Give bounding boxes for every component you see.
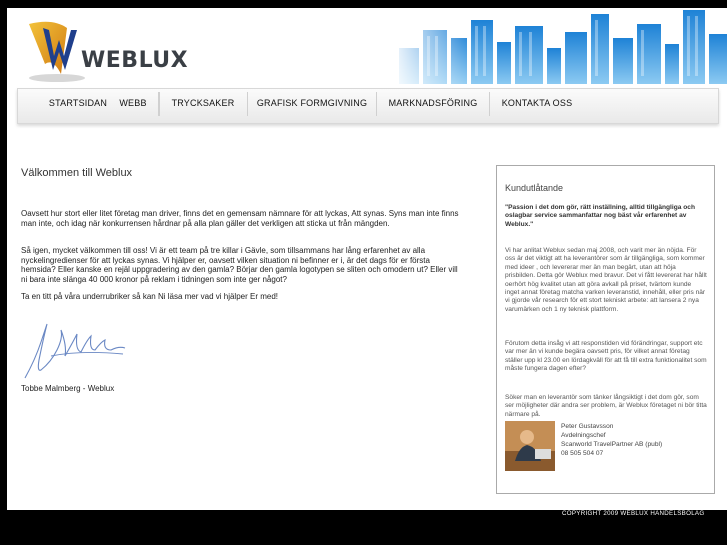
contact-name: Peter Gustavsson: [561, 423, 614, 430]
signature-image: [21, 320, 131, 382]
nav-item-marknadsforing[interactable]: MARKNADSFÖRING: [388, 98, 478, 108]
team-paragraph: Så igen, mycket välkommen till oss! Vi är ett team på tre killar i Gävle, som tillsammans har lång erfarenhet av alla nyckelingredienser för att lyckas synas. Vi hjälper er, oavsett vilken situation ni befinner er i, är det dags för er första hemsida? Eller kanske en rejäl uppgradering av den gamla? Börjar den gamla logotypen se sliten och omodern ut? Eller vill ni bara inte slänga 40 000 kronor på reklam i tidningen som inte ger något?: [21, 246, 458, 284]
nav-item-grafisk-formgivning[interactable]: GRAFISK FORMGIVNING: [256, 98, 368, 108]
logo-text: WEBLUX: [81, 48, 189, 73]
contact-phone: 08 505 504 07: [561, 450, 604, 457]
footer-copyright: COPYRIGHT 2009 WEBLUX HANDELSBOLAG: [562, 510, 705, 517]
nav-item-kontakta-oss[interactable]: KONTAKTA OSS: [501, 98, 573, 108]
person-photo-icon: [505, 421, 555, 471]
testimonial-title: Kundutlåtande: [505, 183, 564, 193]
page: [7, 8, 727, 510]
testimonial-box: [496, 165, 715, 494]
contact-company: Scanworld TravelPartner AB (publ): [561, 441, 663, 448]
contact-role: Avdelningschef: [561, 432, 606, 439]
header: [7, 8, 727, 90]
nav-item-startsidan[interactable]: STARTSIDAN: [48, 98, 108, 108]
testimonial-paragraph: Förutom detta insåg vi att responstiden vid förändringar, support etc var mer än vi kunde begära oavsett pris, för vilket annat företag ställer upp kl 23.00 en lördagkväll för att få till extra funktionalitet som måste fungera dagen efter?: [505, 340, 707, 373]
main-navigation: [17, 88, 719, 124]
nav-item-trycksaker[interactable]: TRYCKSAKER: [171, 98, 235, 108]
logo[interactable]: [23, 18, 189, 84]
city-skyline-image: [389, 8, 727, 84]
cta-paragraph: Ta en titt på våra underrubriker så kan Ni läsa mer vad vi hjälper Er med!: [21, 292, 279, 301]
testimonial-paragraph: Vi har anlitat Weblux sedan maj 2008, och varit mer än nöjda. För oss är det viktigt att ha leverantörer som är tillgängliga, som kommer med ideer , och levererar mer än man begärt, utan att höja prisbilden. Detta gör Weblux med bravur. Det vi fått levererat har hållt oerhört hög kvalitet utan att göra avkall på priset, tvärtom kunde inget annat företag matcha varken leveranstid, innehåll, eller pris när vi gjorde vår research för ett stort tekniskt arbete: att lansera 2 nya varumärken och 1 ny teknisk plattform.: [505, 247, 707, 313]
testimonial-paragraph: Söker man en leverantör som tänker långsiktigt i det dom gör, som ser möjligheter där andra ser problem, är Weblux företaget ni bör titta närmare på.: [505, 394, 707, 418]
nav-item-webb[interactable]: WEBB: [119, 98, 147, 108]
signer-name: Tobbe Malmberg - Weblux: [21, 384, 115, 393]
page-title: Välkommen till Weblux: [21, 167, 133, 179]
testimonial-quote: "Passion i det dom gör, rätt inställning, alltid tillgängliga och oslagbar service sammanfattar nog bäst vår erfarenhet av Weblux.": [505, 204, 695, 228]
contact-photo: [505, 421, 555, 471]
intro-paragraph: Oavsett hur stort eller litet företag man driver, finns det en gemensam nämnare för att lyckas, Att synas. Syns man inte finns man inte, och idag när konkurrensen hårdnar på alla plan gäller det verkligen att sticka ut från mängden.: [21, 209, 459, 228]
